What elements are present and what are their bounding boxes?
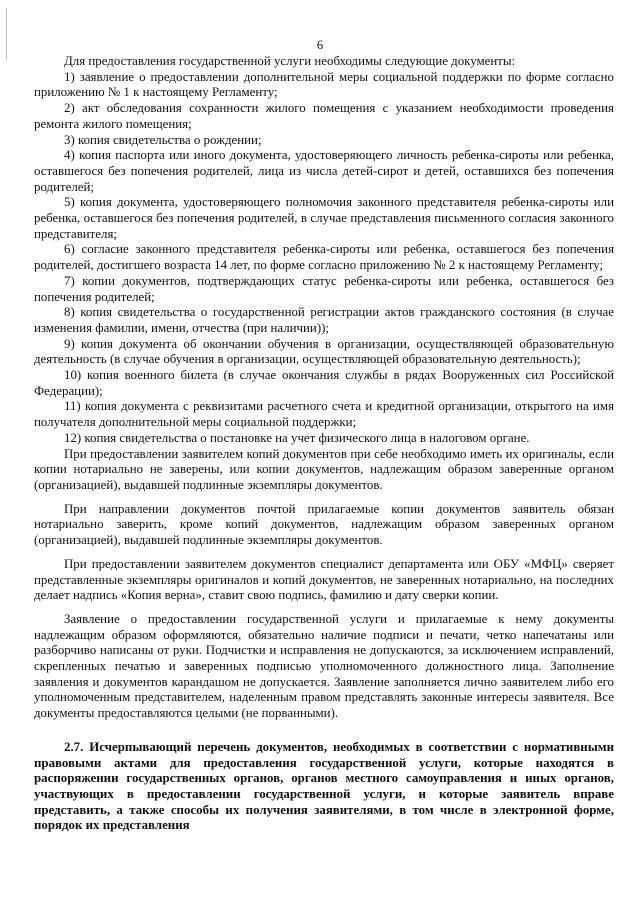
- list-item: 1) заявление о предоставлении дополнительной меры социальной поддержки по форме согласно приложению № 1 к настоящему Регламенту;: [34, 69, 614, 100]
- list-item: 5) копия документа, удостоверяющего полномочия законного представителя ребенка-сироты или ребенка, оставшегося без попечения родителей, в случае представления письменного согласия законного представителя;: [34, 195, 614, 241]
- spacer: [34, 604, 614, 612]
- list-item: 12) копия свидетельства о постановке на учет физического лица в налоговом органе.: [64, 430, 530, 445]
- paragraph-mail: При направлении документов почтой прилагаемые копии документов заявитель обязан нотариально заверить, кроме копий документов, надлежащим образом заверенных органом (организацией), выдавшей подлинные экземпляры документов.: [34, 501, 614, 548]
- list-item: 10) копия военного билета (в случае окончания службы в рядах Вооруженных сил Российской Федерации);: [34, 368, 614, 398]
- paragraph-originals: При предоставлении заявителем копий документов при себе необходимо иметь их оригиналы, если копии нотариально не заверены, или копии документов, надлежащим образом заверенные органом (организацией), выдавшей подлинные экземпляры документов.: [34, 446, 614, 492]
- spacer: [34, 494, 614, 502]
- list-intro: Для предоставления государственной услуги необходимы следующие документы:: [64, 54, 516, 68]
- list-item: 6) согласие законного представителя ребенка-сироты или ребенка, оставшегося без попечения родителей, достигшего возраста 14 лет, по форме согласно приложению № 2 к настоящему Регламенту;: [34, 242, 614, 273]
- document-body: [34, 54, 614, 834]
- list-item: 8) копия свидетельства о государственной регистрации актов гражданского состояния (в случае изменения фамилии, имени, отчества (при наличии));: [34, 305, 614, 335]
- list-item: 4) копия паспорта или иного документа, удостоверяющего личность ребенка-сироты или ребенка, оставшегося без попечения родителей, лица из числа детей-сирот и детей, оставшихся без попечения родителей;: [34, 148, 614, 194]
- section-heading: 2.7. Исчерпывающий перечень документов, необходимых в соответствии с нормативными правовыми актами для предоставления государственной услуги, которые находятся в распоряжении государственных органов, органов местного самоуправления и иных органов, участвующих в предоставлении государственной услуги, и которые заявитель вправе представить, а также способы их получения заявителями, в том числе в электронной форме, порядок их представления: [34, 739, 614, 833]
- list-item: 7) копии документов, подтверждающих статус ребенка-сироты или ребенка, оставшегося без попечения родителей;: [34, 273, 614, 304]
- list-item: 9) копия документа об окончании обучения в организации, осуществляющей образовательную деятельность (в случае обучения в организации, осуществляющей образовательную деятельность);: [34, 336, 614, 367]
- spacer: [34, 549, 614, 557]
- page-number: 6: [316, 38, 324, 52]
- paragraph-application-rules: Заявление о предоставлении государственной услуги и прилагаемые к нему документы надлежащим образом оформляются, обязательно наличие подписи и печати, четко напечатаны или разборчиво написаны от руки. Подчистки и исправления не допускаются, за исключением исправлений, скрепленных печатью и заверенных подписью уполномоченного должностного лица. Заполнение заявления и документов карандашом не допускается. Заявление заполняется лично заявителем либо его уполномоченным представителем, наделенным правом представлять законные интересы заявителя. Все документы предоставляются целыми (не порванными).: [34, 611, 614, 721]
- paragraph-verification: При предоставлении заявителем документов специалист департамента или ОБУ «МФЦ» сверяет представленные экземпляры оригиналов и копий документов, не заверенных нотариально, на последних делает надпись «Копия верна», ставит свою подпись, фамилию и дату сверки копии.: [34, 556, 614, 603]
- list-item: 2) акт обследования сохранности жилого помещения с указанием необходимости проведения ремонта жилого помещения;: [34, 101, 614, 131]
- list-item: 11) копия документа с реквизитами расчетного счета и кредитной организации, открытого на имя получателя дополнительной меры социальной поддержки;: [34, 399, 614, 430]
- spacer: [34, 722, 614, 740]
- list-item: 3) копия свидетельства о рождении;: [64, 132, 262, 147]
